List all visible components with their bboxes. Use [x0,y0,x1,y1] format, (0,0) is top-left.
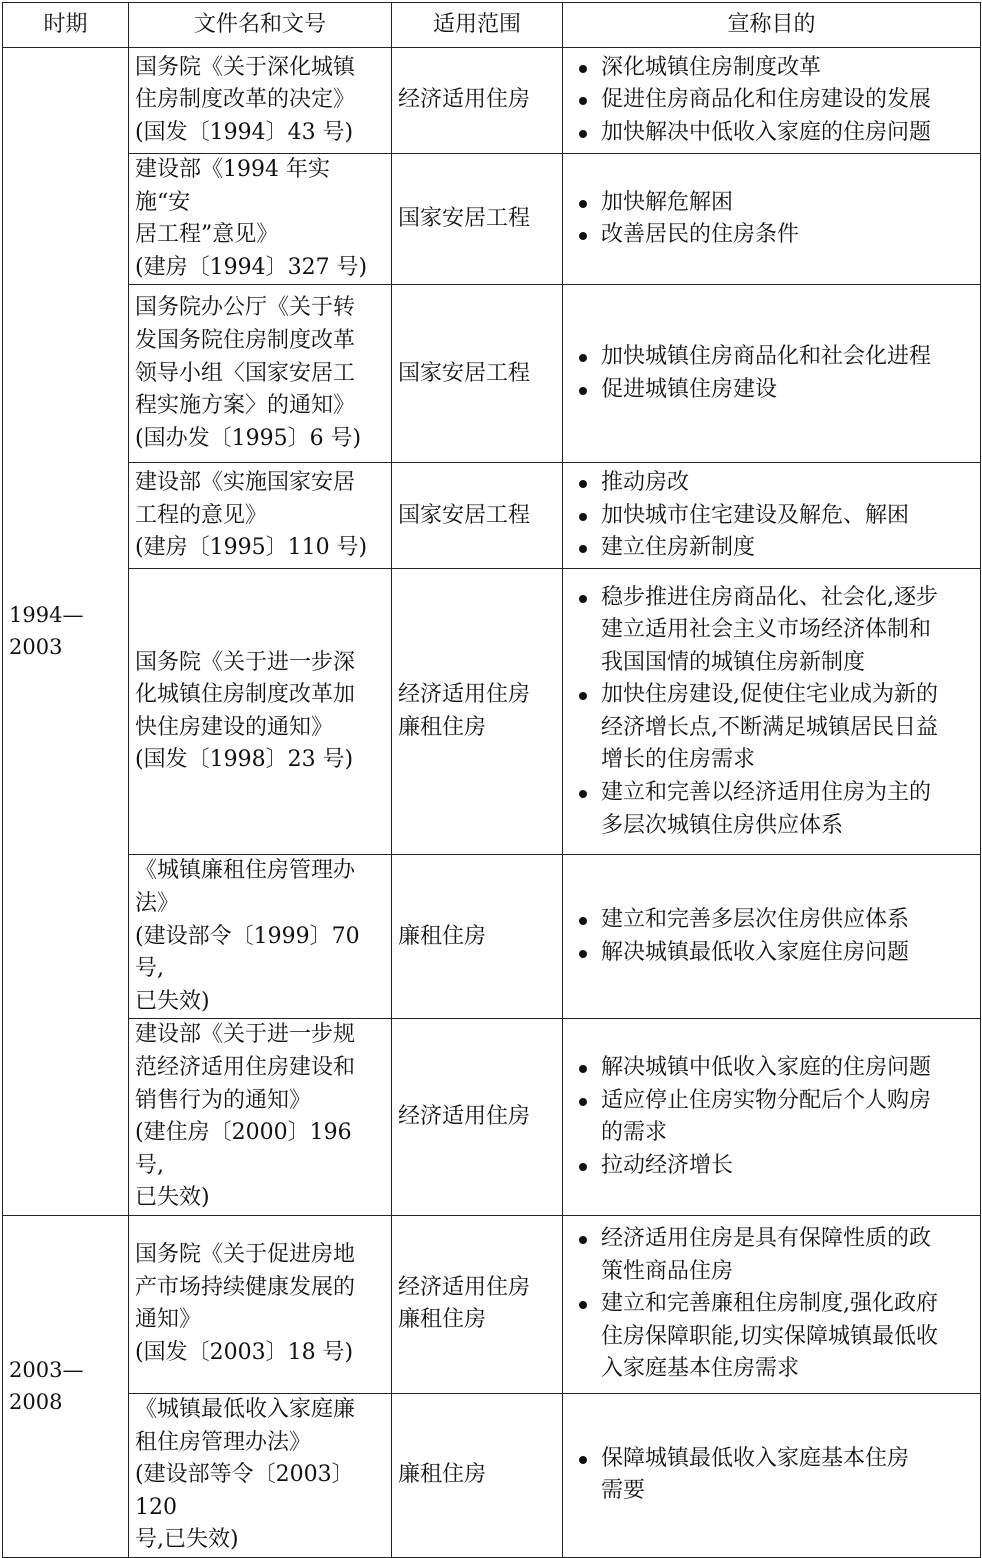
goal-item [569,904,974,937]
scope-cell [392,463,563,569]
goal-line: 解决城镇中低收入家庭的住房问题 [601,1054,932,1080]
header-row [3,3,981,48]
document-line: (建房〔1994〕327 号) [135,254,368,280]
table-row [3,48,981,154]
document-line: 号,已失效) [135,1527,239,1553]
document-line: 工程的意见》 [135,502,268,528]
bullet-icon [579,1301,587,1309]
goals-cell [563,285,981,463]
goals-list [569,467,974,565]
scope-item: 国家安居工程 [398,502,531,528]
goal-item [569,1052,974,1085]
scope-cell [392,1215,563,1393]
table-row [3,463,981,569]
goal-item [569,679,974,777]
bullet-icon [579,692,587,700]
header-goals: 宣称目的 [563,3,981,48]
goal-item [569,341,974,374]
table-row [3,1215,981,1393]
document-line: 范经济适用住房建设和 [135,1054,356,1080]
goal-line: 入家庭基本住房需求 [601,1356,800,1382]
bullet-icon [579,950,587,958]
table-row [3,855,981,1019]
goals-list [569,52,974,150]
goal-line: 策性商品住房 [601,1258,734,1284]
document-line: (建住房〔2000〕196 号, [135,1120,352,1178]
goals-cell [563,1393,981,1557]
goal-line: 改善居民的住房条件 [601,222,800,248]
bullet-icon [579,513,587,521]
bullet-icon [579,354,587,362]
bullet-icon [579,1098,587,1106]
goal-line: 建立和完善多层次住房供应体系 [601,907,910,933]
goals-cell [563,569,981,855]
document-line: 快住房建设的通知》 [135,714,334,740]
goal-item [569,937,974,970]
goal-line: 建立住房新制度 [601,535,756,561]
document-line: 建设部《实施国家安居 [135,469,356,495]
document-line: 领导小组〈国家安居工 [135,360,356,386]
goal-line: 我国国情的城镇住房新制度 [601,649,866,675]
goals-cell [563,48,981,154]
goal-line: 建立适用社会主义市场经济体制和 [601,617,932,643]
goal-line: 加快城市住宅建设及解危、解困 [601,502,910,528]
document-line: (国发〔1994〕43 号) [135,119,354,145]
goal-line: 多层次城镇住房供应体系 [601,812,844,838]
document-cell [129,1393,392,1557]
scope-cell [392,855,563,1019]
document-cell [129,855,392,1019]
document-line: 化城镇住房制度改革加 [135,682,356,708]
document-line: 建设部《1994 年实施“安 [135,157,330,215]
bullet-icon [579,65,587,73]
goals-list [569,187,974,252]
bullet-icon [579,200,587,208]
goal-item [569,84,974,117]
goals-list [569,1223,974,1386]
goal-line: 增长的住房需求 [601,747,756,773]
goal-line: 深化城镇住房制度改革 [601,54,822,80]
document-line: 销售行为的通知》 [135,1087,312,1113]
document-line: 国务院办公厅《关于转 [135,295,356,321]
goals-list [569,904,974,969]
document-line: 《城镇最低收入家庭廉 [135,1396,356,1422]
scope-cell [392,569,563,855]
document-cell [129,1019,392,1216]
scope-item: 经济适用住房 [398,87,531,113]
document-line: (国发〔1998〕23 号) [135,747,354,773]
goal-line: 促进城镇住房建设 [601,376,778,402]
document-line: 建设部《关于进一步规 [135,1022,356,1048]
scope-item: 经济适用住房 [398,1103,531,1129]
table-row [3,154,981,285]
document-cell [129,463,392,569]
bullet-icon [579,387,587,395]
bullet-icon [579,1065,587,1073]
table-row [3,285,981,463]
scope-item: 廉租住房 [398,923,487,949]
table-body [3,48,981,1558]
goal-item [569,777,974,842]
document-line: (建房〔1995〕110 号) [135,535,368,561]
table-row [3,1393,981,1557]
document-line: 国务院《关于促进房地 [135,1242,356,1268]
document-cell [129,285,392,463]
document-cell [129,154,392,285]
goal-item [569,374,974,407]
document-cell [129,569,392,855]
scope-item: 国家安居工程 [398,360,531,386]
document-line: 《城镇廉租住房管理办 [135,858,356,884]
goals-cell [563,1019,981,1216]
document-cell [129,48,392,154]
bullet-icon [579,232,587,240]
scope-cell [392,154,563,285]
bullet-icon [579,917,587,925]
bullet-icon [579,130,587,138]
goal-item [569,1223,974,1288]
document-line: 发国务院住房制度改革 [135,327,356,353]
document-line: (建设部等令〔2003〕120 [135,1462,354,1520]
goal-line: 加快城镇住房商品化和社会化进程 [601,344,932,370]
goal-line: 促进住房商品化和住房建设的发展 [601,87,932,113]
goals-list [569,1052,974,1182]
period-cell: 1994—2003 [3,48,129,1216]
scope-cell [392,1019,563,1216]
goal-line: 拉动经济增长 [601,1152,734,1178]
document-line: 已失效) [135,1185,210,1211]
document-line: 国务院《关于深化城镇 [135,54,356,80]
document-line: 通知》 [135,1307,202,1333]
document-cell [129,1215,392,1393]
goal-item [569,219,974,252]
goal-line: 的需求 [601,1120,668,1146]
goals-list [569,341,974,406]
goals-list [569,1443,974,1508]
bullet-icon [579,545,587,553]
document-line: 已失效) [135,988,210,1014]
document-line: 租住房管理办法》 [135,1429,312,1455]
document-line: 住房制度改革的决定》 [135,87,356,113]
scope-item: 经济适用住房 [398,682,531,708]
goal-item [569,52,974,85]
goal-line: 经济增长点,不断满足城镇居民日益 [601,714,938,740]
scope-item: 廉租住房 [398,714,487,740]
document-line: (国办发〔1995〕6 号) [135,425,362,451]
document-line: 居工程”意见》 [135,222,279,248]
table-row [3,569,981,855]
bullet-icon [579,790,587,798]
goal-line: 稳步推进住房商品化、社会化,逐步 [601,584,938,610]
goal-item [569,187,974,220]
goals-cell [563,463,981,569]
goal-item [569,1085,974,1150]
header-scope: 适用范围 [392,3,563,48]
scope-cell [392,285,563,463]
goals-cell [563,154,981,285]
goal-item [569,117,974,150]
scope-cell [392,48,563,154]
goal-item [569,467,974,500]
scope-item: 廉租住房 [398,1462,487,1488]
goal-item [569,500,974,533]
goal-item [569,1150,974,1183]
bullet-icon [579,1236,587,1244]
goal-line: 建立和完善廉租住房制度,强化政府 [601,1291,938,1317]
goal-item [569,1443,974,1508]
bullet-icon [579,97,587,105]
bullet-icon [579,595,587,603]
scope-item: 廉租住房 [398,1307,487,1333]
goal-line: 加快解危解困 [601,189,734,215]
goal-item [569,1288,974,1386]
policy-table [2,2,981,1558]
goal-line: 加快解决中低收入家庭的住房问题 [601,119,932,145]
goal-line: 建立和完善以经济适用住房为主的 [601,780,932,806]
document-line: 法》 [135,890,180,916]
table-row [3,1019,981,1216]
period-cell: 2003—2008 [3,1215,129,1557]
goal-item [569,582,974,680]
goal-line: 住房保障职能,切实保障城镇最低收 [601,1323,938,1349]
scope-item: 经济适用住房 [398,1274,531,1300]
document-line: 国务院《关于进一步深 [135,649,356,675]
bullet-icon [579,1456,587,1464]
goals-cell [563,855,981,1019]
bullet-icon [579,480,587,488]
goals-cell [563,1215,981,1393]
document-line: (国发〔2003〕18 号) [135,1340,354,1365]
goal-line: 保障城镇最低收入家庭基本住房 [601,1445,910,1471]
goal-line: 适应停止住房实物分配后个人购房 [601,1087,932,1113]
goal-item [569,532,974,565]
goals-list [569,582,974,843]
document-line: (建设部令〔1999〕70 号, [135,923,360,982]
scope-cell [392,1393,563,1557]
header-period: 时期 [3,3,129,48]
goal-line: 经济适用住房是具有保障性质的政 [601,1225,932,1251]
goal-line: 需要 [601,1478,646,1504]
document-line: 产市场持续健康发展的 [135,1274,356,1300]
goal-line: 加快住房建设,促使住宅业成为新的 [601,682,938,708]
goal-line: 解决城镇最低收入家庭住房问题 [601,939,910,965]
goal-line: 推动房改 [601,469,690,495]
document-line: 程实施方案〉的通知》 [135,393,356,419]
bullet-icon [579,1163,587,1171]
header-document: 文件名和文号 [129,3,392,48]
scope-item: 国家安居工程 [398,205,531,231]
